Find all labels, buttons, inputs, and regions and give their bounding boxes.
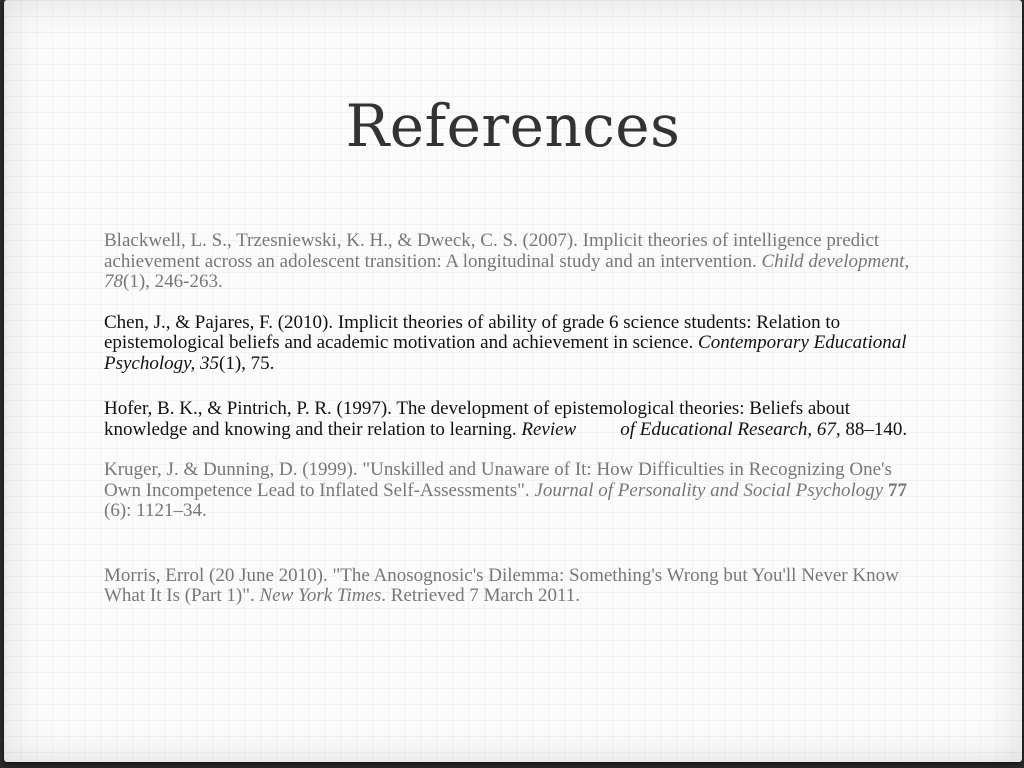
reference-volume: 78 [104,271,123,292]
reference-pages: (6): 1121–34. [104,500,207,521]
reference-item-hofer [104,399,924,440]
reference-item-morris [104,566,924,607]
reference-pages: 88–140. [840,418,908,440]
reference-item-kruger [104,460,924,522]
slide-title: References [345,92,681,160]
slide [4,0,1022,762]
reference-item-blackwell [104,231,924,293]
reference-pages: (1), 75. [219,352,275,374]
reference-journal-part-b: of Educational Research, 67, [620,418,841,440]
reference-item-chen [104,313,924,375]
reference-pages: (1), 246-263. [123,271,223,292]
reference-journal: Child development [761,250,905,272]
reference-journal: Contemporary Educational Psychology, 35 [104,332,907,374]
reference-text: Kruger, J. & Dunning, D. (1999). "Unskilled and Unaware of It: How Difficulties in Recognizing One's Own Incompetence Lead to Inflated Self-Assessments". [104,459,892,501]
reference-journal: New York Times [259,585,382,606]
reference-journal-part-a: Review [521,418,577,440]
reference-volume: 77 [887,479,907,501]
reference-text: Morris, Errol (20 June 2010). "The Anosognosic's Dilemma: Something's Wrong but You'll Never Know What It Is (Part 1)". [104,564,899,606]
reference-separator: , [904,250,910,272]
reference-text: Chen, J., & Pajares, F. (2010). Implicit theories of ability of grade 6 science students: Relation to epistemological beliefs and academic motivation and achievement in science. [104,311,841,353]
reference-retrieved: . Retrieved 7 March 2011. [381,585,581,606]
reference-text: Hofer, B. K., & Pintrich, P. R. (1997). The development of epistemological theories: Beliefs about knowledge and knowing and their relation to learning. [104,398,851,440]
reference-list [104,231,924,607]
reference-journal: Journal of Personality and Social Psychology [534,479,884,501]
reference-text: Blackwell, L. S., Trzesniewski, K. H., & Dweck, C. S. (2007). Implicit theories of intelligence predict achievement across an adolescent transition: A longitudinal study and an intervention. [104,230,880,272]
